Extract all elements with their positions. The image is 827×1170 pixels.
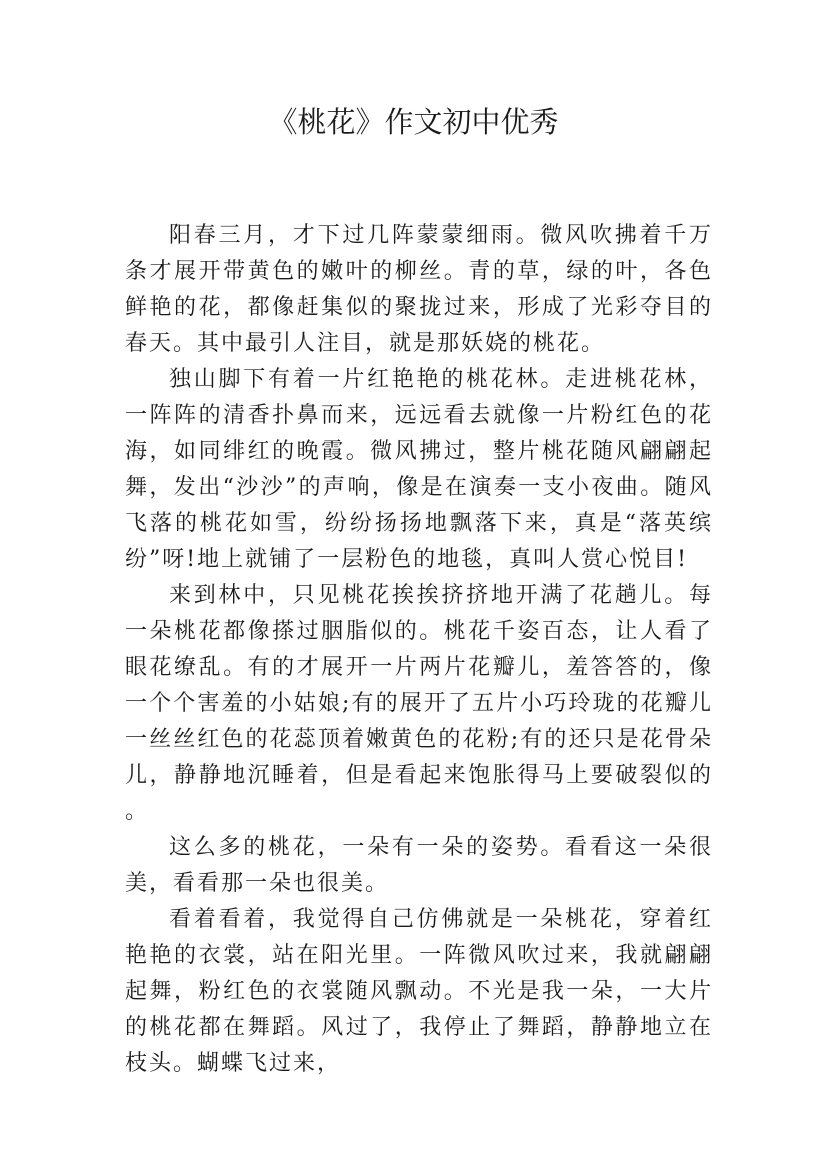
paragraph-1: 阳春三月，才下过几阵蒙蒙细雨。微风吹拂着千万条才展开带黄色的嫩叶的柳丝。青的草，绿的叶，各色鲜艳的花，都像赶集似的聚拢过来，形成了光彩夺目的春天。其中最引人注目，就是那妖娆的桃花。 — [125, 223, 713, 356]
paragraph-4: 这么多的桃花，一朵有一朵的姿势。看看这一朵很美，看看那一朵也很美。 — [125, 835, 713, 896]
page-title: 《桃花》作文初中优秀 — [268, 105, 559, 139]
paragraph-3: 来到林中，只见桃花挨挨挤挤地开满了花趟儿。每一朵桃花都像搽过胭脂似的。桃花千姿百态，让人看了眼花缭乱。有的才展开一片两片花瓣儿，羞答答的，像一个个害羞的小姑娘;有的展开了五片小巧玲珑的花瓣儿一丝丝红色的花蕊顶着嫩黄色的花粉;有的还只是花骨朵儿，静静地沉睡着，但是看起来饱胀得马上要破裂似的。 — [125, 583, 713, 824]
paragraph-2: 独山脚下有着一片红艳艳的桃花林。走进桃花林，一阵阵的清香扑鼻而来，远远看去就像一片粉红色的花海，如同绯红的晚霞。微风拂过，整片桃花随风翩翩起舞，发出“沙沙”的声响，像是在演奏一支小夜曲。随风飞落的桃花如雪，纷纷扬扬地飘落下来，真是“落英缤纷”呀!地上就铺了一层粉色的地毯，真叫人赏心悦目! — [125, 367, 713, 572]
paragraph-5: 看着看着，我觉得自己仿佛就是一朵桃花，穿着红艳艳的衣裳，站在阳光里。一阵微风吹过来，我就翩翩起舞，粉红色的衣裳随风飘动。不光是我一朵，一大片的桃花都在舞蹈。风过了，我停止了舞蹈，静静地立在枝头。蝴蝶飞过来， — [125, 907, 713, 1076]
essay-body — [125, 218, 713, 1082]
